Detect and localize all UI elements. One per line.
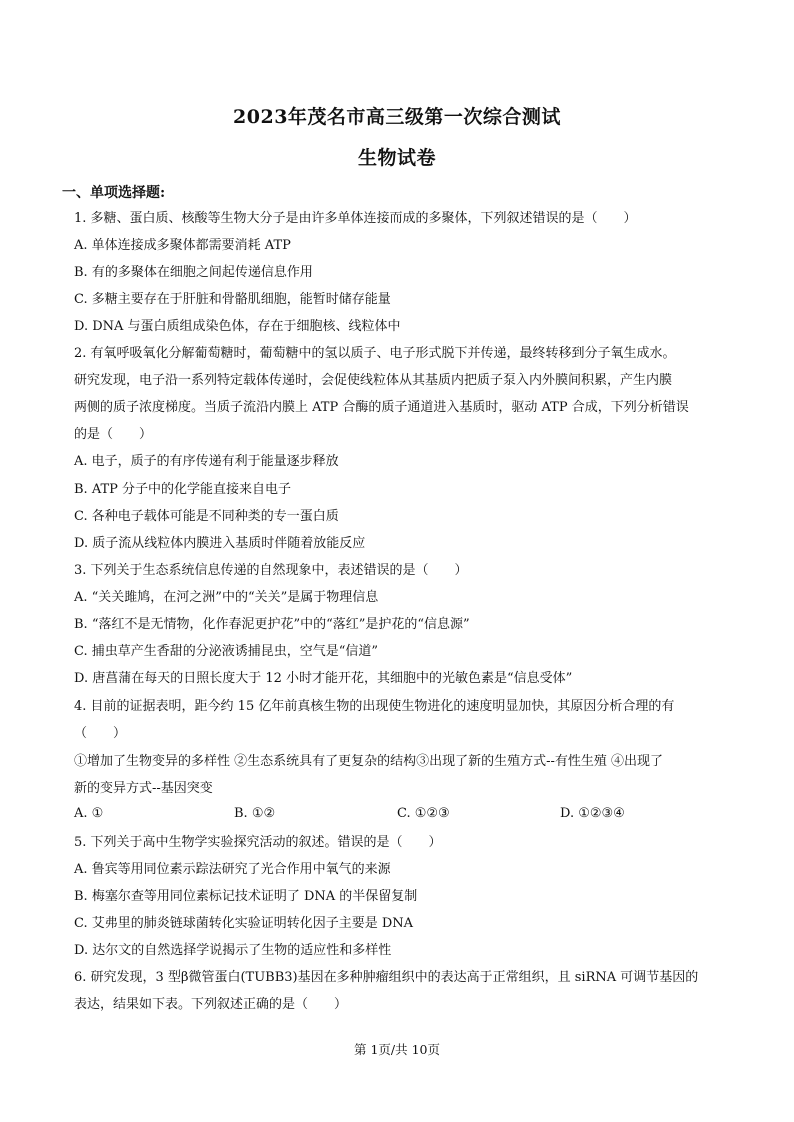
- exam-title: 2023年茂名市高三级第一次综合测试: [233, 106, 561, 128]
- exam-subtitle: 生物试卷: [357, 147, 436, 169]
- q2-stem-line2: 研究发现，电子沿一系列特定载体传递时，会促使线粒体从其基质内把质子泵入内外膜间积累，产生内膜: [74, 373, 673, 388]
- q1-stem: 1. 多糖、蛋白质、核酸等生物大分子是由许多单体连接而成的多聚体，下列叙述错误的是（ ）: [74, 211, 637, 226]
- q2-option-c: C. 各种电子载体可能是不同种类的专一蛋白质: [74, 509, 339, 524]
- q1-option-d: D. DNA 与蛋白质组成染色体，存在于细胞核、线粒体中: [74, 319, 401, 334]
- section-heading: 一、单项选择题:: [62, 185, 166, 201]
- q5-stem: 5. 下列关于高中生物学实验探究活动的叙述。错误的是（ ）: [74, 835, 442, 850]
- q1-option-c: C. 多糖主要存在于肝脏和骨骼肌细胞，能暂时储存能量: [74, 292, 391, 307]
- q4-items-line2: 新的变异方式--基因突变: [74, 781, 213, 796]
- q2-option-a: A. 电子，质子的有序传递有利于能量逐步释放: [74, 454, 339, 469]
- q2-stem-line1: 2. 有氧呼吸氧化分解葡萄糖时，葡萄糖中的氢以质子、电子形式脱下并传递，最终转移到分子氧生成水。: [74, 346, 676, 361]
- q6-stem-line2: 表达，结果如下表。下列叙述正确的是（ ）: [74, 997, 348, 1012]
- q4-option-d: D. ①②③④: [560, 806, 625, 821]
- page-number-footer: 第 1页/共 10页: [353, 1042, 441, 1057]
- q2-stem-line4: 的是（ ）: [74, 427, 153, 442]
- q3-stem: 3. 下列关于生态系统信息传递的自然现象中，表述错误的是（ ）: [74, 563, 468, 578]
- q4-options: [74, 806, 724, 826]
- q2-option-d: D. 质子流从线粒体内膜进入基质时伴随着放能反应: [74, 536, 366, 551]
- q5-option-c: C. 艾弗里的肺炎链球菌转化实验证明转化因子主要是 DNA: [74, 916, 414, 931]
- q5-option-a: A. 鲁宾等用同位素示踪法研究了光合作用中氧气的来源: [74, 862, 391, 877]
- q4-option-c: C. ①②③: [397, 806, 450, 821]
- q4-stem-line2: （ ）: [74, 726, 127, 741]
- q4-stem-line1: 4. 目前的证据表明，距今约 15 亿年前真核生物的出现使生物进化的速度明显加快，其原因分析合理的有: [74, 699, 675, 714]
- q2-stem-line3: 两侧的质子浓度梯度。当质子流沿内膜上 ATP 合酶的质子通道进入基质时，驱动 ATP 合成，下列分析错误: [74, 400, 689, 415]
- q3-option-d: D. 唐菖蒲在每天的日照长度大于 12 小时才能开花，其细胞中的光敏色素是“信息受体”: [74, 671, 573, 686]
- q5-option-d: D. 达尔文的自然选择学说揭示了生物的适应性和多样性: [74, 943, 392, 958]
- q2-option-b: B. ATP 分子中的化学能直接来自电子: [74, 482, 292, 497]
- q3-option-b: B. “落红不是无情物，化作春泥更护花”中的“落红”是护花的“信息源”: [74, 617, 470, 632]
- q3-option-a: A. “关关雎鸠，在河之洲”中的“关关”是属于物理信息: [74, 590, 379, 605]
- q4-option-b: B. ①②: [234, 806, 276, 821]
- q1-option-a: A. 单体连接成多聚体都需要消耗 ATP: [74, 238, 291, 253]
- q4-option-a: A. ①: [74, 806, 104, 821]
- q4-items-line1: ①增加了生物变异的多样性 ②生态系统具有了更复杂的结构③出现了新的生殖方式--有性生殖 ④出现了: [74, 754, 664, 769]
- q1-option-b: B. 有的多聚体在细胞之间起传递信息作用: [74, 265, 313, 280]
- q6-stem-line1: 6. 研究发现，3 型β微管蛋白(TUBB3)基因在多种肿瘤组织中的表达高于正常组织，且 siRNA 可调节基因的: [74, 970, 699, 985]
- q3-option-c: C. 捕虫草产生香甜的分泌液诱捕昆虫，空气是“信道”: [74, 644, 379, 659]
- q5-option-b: B. 梅塞尔查等用同位素标记技术证明了 DNA 的半保留复制: [74, 889, 418, 904]
